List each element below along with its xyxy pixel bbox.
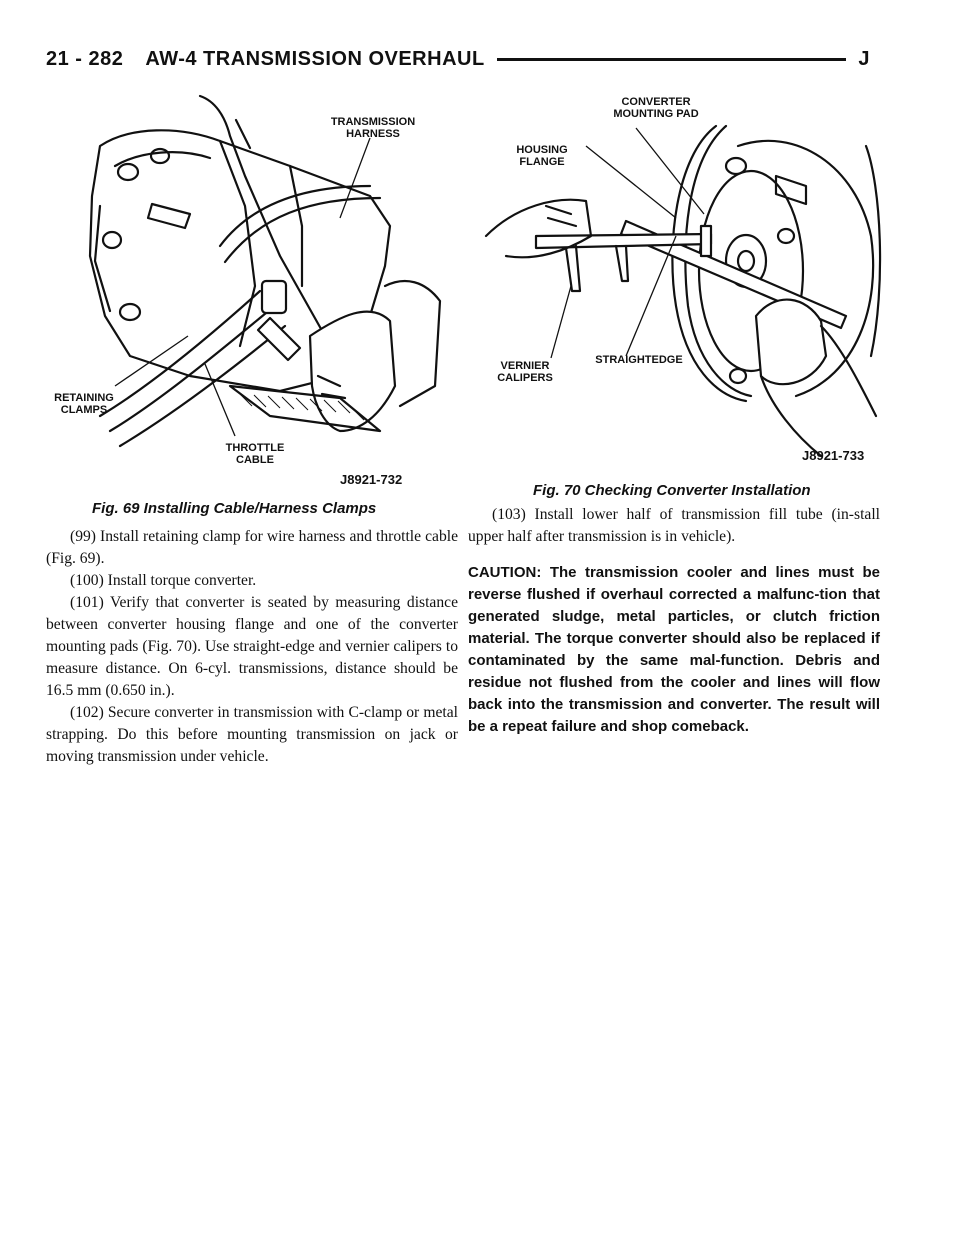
left-text-column (46, 526, 458, 768)
page-header (46, 44, 870, 74)
step-99: (99) Install retaining clamp for wire harness and throttle cable (Fig. 69). (46, 528, 458, 567)
label-transmission-harness: TRANSMISSION HARNESS (330, 116, 416, 140)
step-102: (102) Secure converter in transmission with C-clamp or metal strapping. Do this before mounting transmission on jack or moving transmission under vehicle. (46, 704, 458, 765)
section-letter: J (858, 47, 870, 70)
step-103: (103) Install lower half of transmission fill tube (in-stall upper half after transmission is in vehicle). (468, 506, 880, 545)
figure-70-illustration (476, 86, 888, 478)
label-housing-flange: HOUSING FLANGE (516, 144, 568, 168)
caution-note: CAUTION: The transmission cooler and lines must be reverse flushed if overhaul corrected a malfunc-tion that generated sludge, metal particles, or clutch friction material. The torque converter should also be replaced if contaminated by the same mal-function. Debris and residue not flushed from the cooler and lines will flow back into the transmission and converter. The result will be a repeat failure and shop comeback. (468, 564, 880, 735)
label-retaining-clamps: RETAINING CLAMPS (54, 392, 114, 416)
page-number: 21 - 282 (46, 47, 124, 70)
label-vernier-calipers: VERNIER CALIPERS (497, 360, 553, 384)
header-rule (497, 58, 847, 61)
figure-69-caption: Fig. 69 Installing Cable/Harness Clamps (92, 500, 377, 517)
transmission-harness-drawing (40, 86, 452, 496)
step-101: (101) Verify that converter is seated by measuring distance between converter housing flange and one of the converter mounting pads (Fig. 70). Use straight-edge and vernier calipers to measure distance. On 6-cyl. transmissions, distance should be 16.5 mm (0.650 in.). (46, 594, 458, 699)
figure-69-illustration (40, 86, 452, 496)
right-text-column (468, 504, 880, 738)
step-100: (100) Install torque converter. (70, 572, 257, 589)
figure-70-caption: Fig. 70 Checking Converter Installation (533, 482, 811, 499)
label-converter-mounting-pad: CONVERTER MOUNTING PAD (613, 96, 699, 120)
label-straightedge: STRAIGHTEDGE (595, 354, 683, 366)
drawing-id-69: J8921-732 (340, 472, 403, 487)
drawing-id-70: J8921-733 (802, 448, 865, 463)
section-title: AW-4 TRANSMISSION OVERHAUL (145, 47, 485, 70)
label-throttle-cable: THROTTLE CABLE (225, 442, 285, 466)
